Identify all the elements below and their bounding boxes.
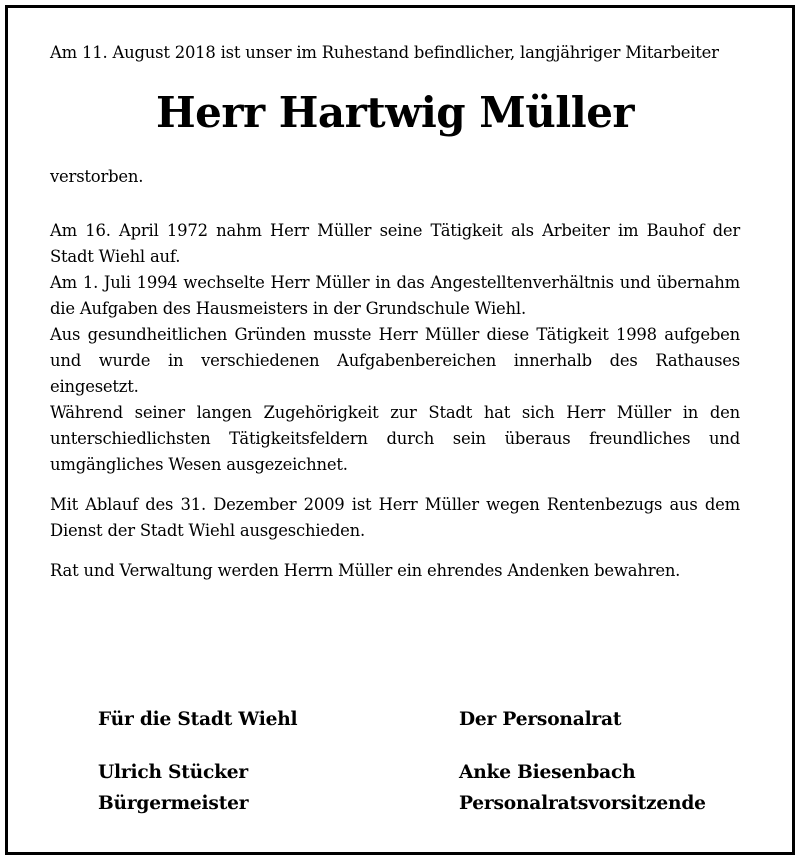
signature-city bbox=[98, 704, 418, 819]
bio-paragraph: Am 1. Juli 1994 wechselte Herr Müller in das Angestelltenverhältnis und übernahm die Aufgaben des Hausmeisters in der Grundschule Wiehl. bbox=[50, 273, 740, 318]
bio-paragraph: Am 16. April 1972 nahm Herr Müller seine Tätigkeit als Arbeiter im Bauhof der Stadt Wiehl auf. bbox=[50, 221, 740, 266]
signature-name: Ulrich Stücker bbox=[98, 762, 249, 783]
retirement-text: Mit Ablauf des 31. Dezember 2009 ist Herr Müller wegen Rentenbezugs aus dem Dienst der Stadt Wiehl ausgeschieden. bbox=[50, 495, 740, 540]
closing-text: Rat und Verwaltung werden Herrn Müller ein ehrendes Andenken bewahren. bbox=[50, 561, 681, 580]
signature-name: Anke Biesenbach bbox=[459, 762, 636, 783]
notice-body bbox=[50, 40, 740, 584]
signature-role: Bürgermeister bbox=[98, 793, 249, 814]
signature-org: Der Personalrat bbox=[459, 709, 622, 730]
verstorben-text: verstorben. bbox=[50, 167, 144, 186]
bio-paragraph: Aus gesundheitlichen Gründen musste Herr Müller diese Tätigkeit 1998 aufgeben und wurde in verschiedenen Aufgabenbereichen innerhalb des Rathauses eingesetzt. bbox=[50, 325, 740, 396]
bio-paragraph: Während seiner langen Zugehörigkeit zur Stadt hat sich Herr Müller in den unterschiedlichsten Tätigkeitsfeldern durch sein überaus freundliches und umgängliches Wesen ausgezeichnet. bbox=[50, 403, 740, 474]
biography bbox=[50, 218, 740, 478]
signature-staff-council bbox=[459, 704, 779, 819]
signature-role: Personalratsvorsitzende bbox=[459, 793, 706, 814]
deceased-name: Herr Hartwig Müller bbox=[155, 88, 635, 137]
intro-text: Am 11. August 2018 ist unser im Ruhestand befindlicher, langjähriger Mitarbeiter bbox=[50, 43, 719, 62]
signature-org: Für die Stadt Wiehl bbox=[98, 709, 298, 730]
